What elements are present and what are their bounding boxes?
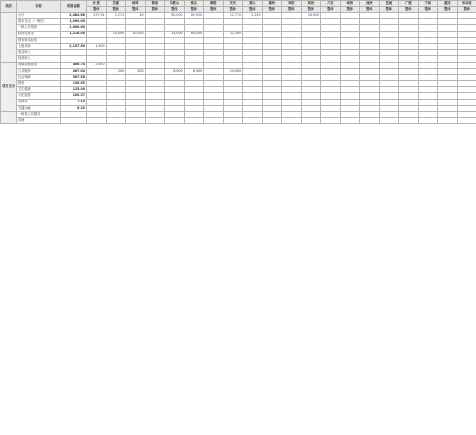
subheader-cell: 整体 (340, 7, 360, 13)
value-cell: 18,000 (301, 13, 321, 19)
value-cell: 10,000 (126, 31, 146, 37)
header-province: 安庆 (223, 1, 243, 7)
row-name: 一般性公共服务 (17, 112, 61, 118)
subheader-cell: 整体 (243, 7, 263, 13)
row-total: 367.58 (61, 74, 87, 80)
value-cell: 80,000 (184, 13, 204, 19)
value-cell: 14,000 (223, 68, 243, 74)
value-cell: 200 (106, 68, 126, 74)
row-name: 其他 (17, 118, 61, 124)
header-province: 宁国 (418, 1, 438, 7)
row-name: 国有资本经营 (17, 37, 61, 43)
value-cell (126, 118, 146, 124)
row-total: 2,157.50 (61, 43, 87, 49)
subheader-cell: 整体 (87, 7, 107, 13)
header-province: 芜湖 (106, 1, 126, 7)
category-cell (1, 13, 17, 63)
header-province: 六安 (321, 1, 341, 7)
header-province: 铜陵 (204, 1, 224, 7)
row-total: 1,218.00 (61, 31, 87, 37)
category-cell: 项目支出 (1, 62, 17, 112)
value-cell: 80,000 (165, 13, 185, 19)
header-province: 滁州 (262, 1, 282, 7)
subheader-cell: 整体 (126, 7, 146, 13)
row-name: 基本支出（一般性） (17, 19, 61, 25)
subheader-cell: 整体 (223, 7, 243, 13)
value-cell (379, 118, 399, 124)
value-cell: 2,500 (87, 62, 107, 68)
subheader-cell: 整体 (457, 7, 476, 13)
value-cell: 8,000 (165, 68, 185, 74)
row-name: 卫生健康 (17, 87, 61, 93)
value-cell: 40 (126, 13, 146, 19)
value-cell: 12,770 (223, 13, 243, 19)
row-total: 7.15 (61, 99, 87, 105)
subheader-cell: 整体 (399, 7, 419, 13)
header-name: 名称 (17, 1, 61, 13)
value-cell (223, 118, 243, 124)
row-total: 136.55 (61, 81, 87, 87)
header-province: 合 肥 (87, 1, 107, 7)
value-cell (399, 118, 419, 124)
value-cell (184, 118, 204, 124)
header-total: 预算金额 (61, 1, 87, 13)
row-total (61, 118, 87, 124)
subheader-cell: 整体 (165, 7, 185, 13)
row-total: 467.04 (61, 68, 87, 74)
header-province: 宿州 (301, 1, 321, 7)
value-cell: 8,000 (184, 68, 204, 74)
header-province: 马鞍山 (165, 1, 185, 7)
subheader-cell: 整体 (106, 7, 126, 13)
value-cell: 200 (126, 68, 146, 74)
header-province: 省本级 (457, 1, 476, 7)
subheader-cell: 整体 (262, 7, 282, 13)
value-cell: 24,000 (165, 31, 185, 37)
row-name: 交通运输 (17, 105, 61, 111)
row-name: 政府性基金 (17, 31, 61, 37)
row-name: 农林水 (17, 99, 61, 105)
subheader-cell: 整体 (418, 7, 438, 13)
row-name: 基础设施建设 (17, 62, 61, 68)
subheader-cell: 整体 (145, 7, 165, 13)
subheader-cell: 整体 (301, 7, 321, 13)
category-cell (1, 112, 17, 124)
subheader-cell: 整体 (379, 7, 399, 13)
value-cell (204, 118, 224, 124)
header-province: 亳州 (340, 1, 360, 7)
table-row (1, 118, 476, 124)
row-total: 2,484.66 (61, 13, 87, 19)
row-total: 1,000.00 (61, 19, 87, 25)
row-name: 一般公共预算 (17, 25, 61, 31)
header-category: 类别 (1, 1, 17, 13)
value-cell (262, 118, 282, 124)
subheader-cell: 整体 (184, 7, 204, 13)
budget-table (0, 0, 476, 124)
row-name: 教育 (17, 81, 61, 87)
value-cell: 2,274 (106, 13, 126, 19)
value-cell: 10,000 (106, 31, 126, 37)
row-name: 上级补助 (17, 43, 61, 49)
value-cell (340, 118, 360, 124)
subheader-cell: 整体 (438, 7, 458, 13)
value-cell: 1,500 (87, 43, 107, 49)
header-province: 广德 (399, 1, 419, 7)
row-name: 社会保障 (17, 74, 61, 80)
row-name: 事业收入 (17, 50, 61, 56)
value-cell (321, 118, 341, 124)
value-cell (87, 118, 107, 124)
value-cell (438, 118, 458, 124)
header-province: 淮南 (145, 1, 165, 7)
subheader-cell: 整体 (282, 7, 302, 13)
value-cell (360, 118, 380, 124)
value-cell: 3,240 (243, 13, 263, 19)
header-province: 阜阳 (282, 1, 302, 7)
header-province: 淮北 (184, 1, 204, 7)
row-total: 1,000.00 (61, 25, 87, 31)
value-cell (282, 118, 302, 124)
value-cell (243, 118, 263, 124)
subheader-cell: 整体 (204, 7, 224, 13)
row-total: 125.00 (61, 87, 87, 93)
value-cell (301, 118, 321, 124)
value-cell (145, 118, 165, 124)
header-province: 宣城 (379, 1, 399, 7)
value-cell (165, 118, 185, 124)
header-province: 黄山 (243, 1, 263, 7)
value-cell: 84,000 (184, 31, 204, 37)
value-cell: 22,300 (223, 31, 243, 37)
subheader-cell: 整体 (360, 7, 380, 13)
row-total: 6.20 (61, 105, 87, 111)
value-cell (106, 118, 126, 124)
header-province: 池州 (360, 1, 380, 7)
header-province: 霍邱 (438, 1, 458, 7)
row-total: 486.74 (61, 62, 87, 68)
value-cell (418, 118, 438, 124)
value-cell: 237.54 (87, 13, 107, 19)
value-cell (457, 118, 476, 124)
row-total: 100.37 (61, 93, 87, 99)
row-name: 文化旅游 (17, 93, 61, 99)
row-name: 公共服务 (17, 68, 61, 74)
subheader-cell: 整体 (321, 7, 341, 13)
header-province: 蚌埠 (126, 1, 146, 7)
row-name: 合计 (17, 13, 61, 19)
row-name: 经营收入 (17, 56, 61, 62)
